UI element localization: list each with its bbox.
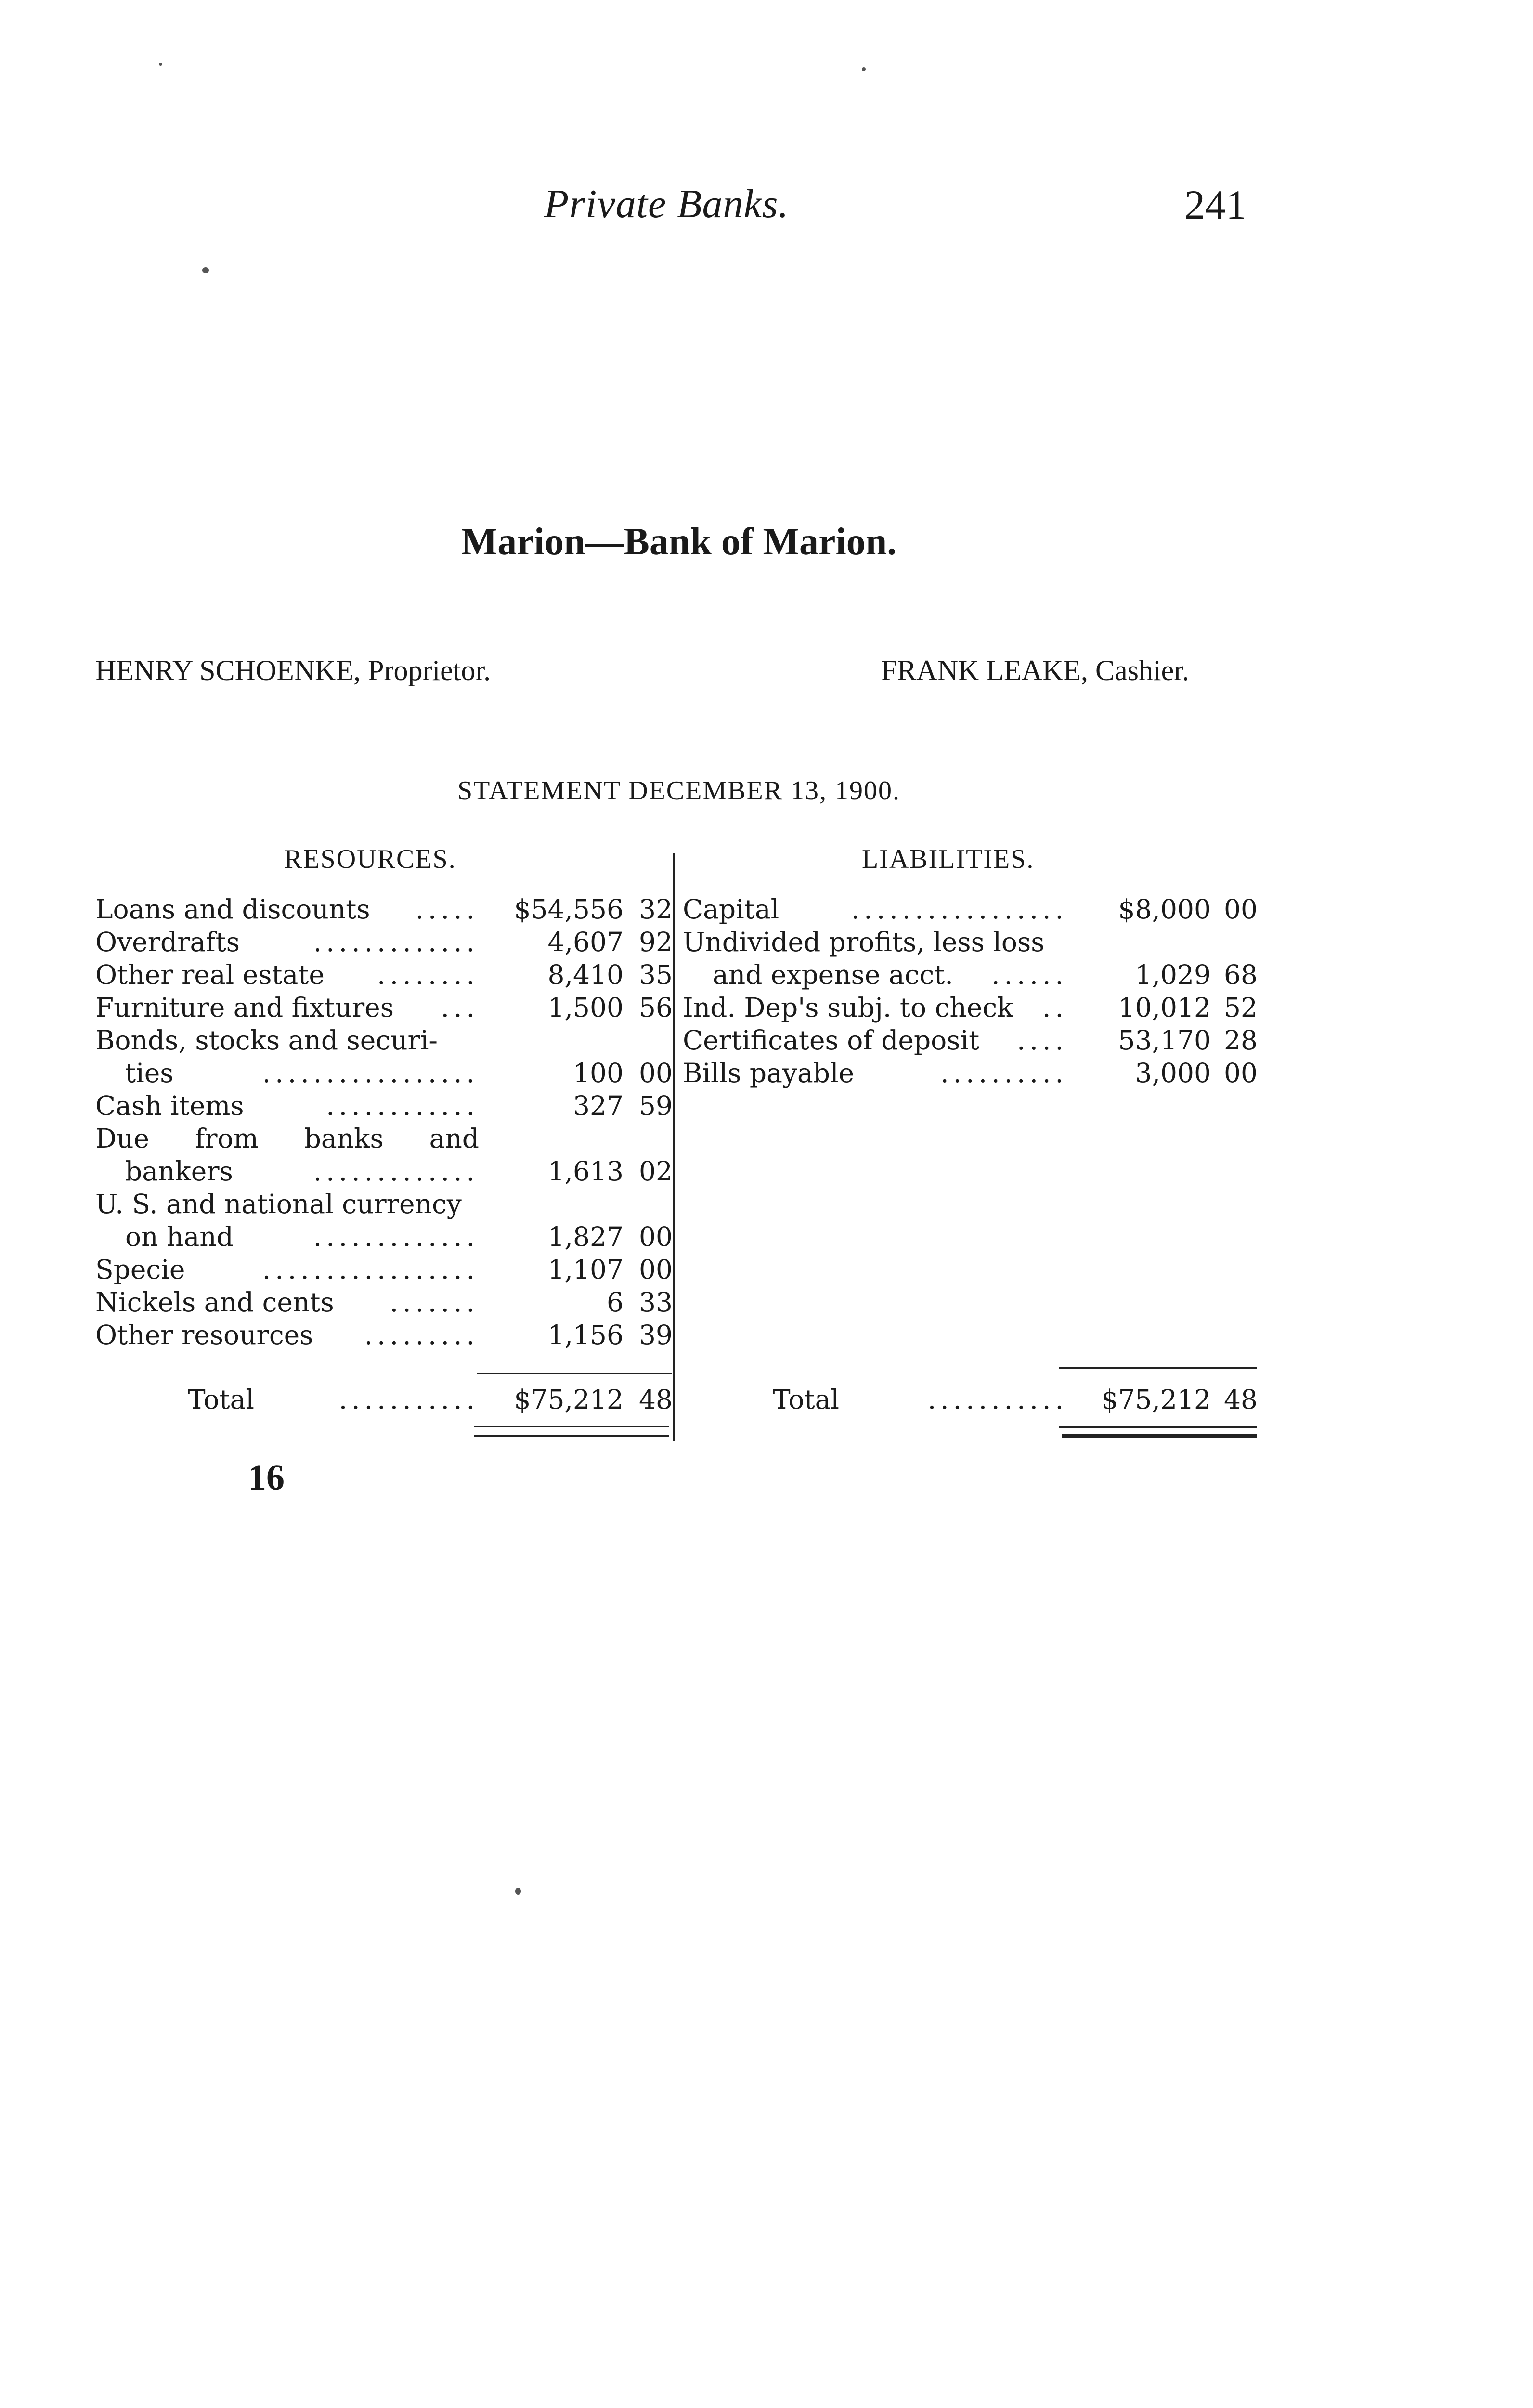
resource-leader-dots: .................	[262, 1254, 479, 1285]
cashier-name: FRANK LEAKE, Cashier.	[881, 654, 1189, 686]
page-number: 241	[1184, 182, 1247, 228]
resource-leader-dots: .............	[313, 1156, 479, 1187]
resource-dollars: 100	[573, 1058, 624, 1088]
liability-dollars: 1,029	[1135, 959, 1211, 990]
liability-cents: 00	[1224, 1058, 1258, 1088]
liability-cents: 00	[1224, 894, 1258, 925]
resources-heading: RESOURCES.	[284, 844, 456, 874]
liability-label: and expense acct.	[713, 959, 953, 990]
resources-total-label: Total	[188, 1384, 255, 1415]
resource-dollars: 1,500	[547, 992, 624, 1023]
liability-label: Bills payable	[683, 1058, 855, 1088]
resource-dollars: 1,827	[547, 1221, 624, 1252]
liabilities-total-cents: 48	[1224, 1384, 1258, 1415]
resource-label: Bonds, stocks and securi-	[95, 1025, 438, 1056]
resource-leader-dots: ........	[377, 959, 479, 990]
resource-leader-dots: ............	[326, 1090, 479, 1121]
liability-label: Capital	[683, 894, 779, 925]
resource-cents: 56	[639, 992, 673, 1023]
liability-cents: 68	[1224, 959, 1258, 990]
liability-leader-dots: ......	[991, 959, 1068, 990]
liability-label: Ind. Dep's subj. to check	[683, 992, 1013, 1023]
resource-dollars: 1,107	[547, 1254, 624, 1285]
liabilities-total-label: Total	[773, 1384, 840, 1415]
resource-leader-dots: ...	[441, 992, 479, 1023]
column-divider	[673, 853, 675, 1441]
resource-label: Specie	[95, 1254, 185, 1285]
liabilities-total-rule-top	[1059, 1367, 1257, 1369]
resources-total-cents: 48	[639, 1384, 673, 1415]
resources-total-dots: ...........	[338, 1384, 479, 1415]
liability-leader-dots: .................	[851, 894, 1068, 925]
liability-dollars: $8,000	[1118, 894, 1211, 925]
resources-total-rule-2	[474, 1435, 669, 1437]
liability-cents: 52	[1224, 992, 1258, 1023]
liabilities-heading: LIABILITIES.	[862, 844, 1035, 874]
liability-dollars: 53,170	[1118, 1025, 1211, 1056]
resources-total-rule-1	[474, 1426, 669, 1427]
resource-label: Overdrafts	[95, 927, 240, 957]
liability-leader-dots: ....	[1017, 1025, 1068, 1056]
resource-leader-dots: .............	[313, 927, 479, 957]
liability-label: Certificates of deposit	[683, 1025, 980, 1056]
resource-cents: 32	[639, 894, 673, 925]
resource-label: U. S. and national currency	[95, 1189, 462, 1219]
liability-label: Undivided profits, less loss	[683, 927, 1045, 957]
resource-leader-dots: .....	[415, 894, 479, 925]
resource-label: Cash items	[95, 1090, 244, 1121]
resource-leader-dots: .......	[390, 1287, 479, 1318]
scan-speck	[202, 267, 209, 273]
resource-cents: 35	[639, 959, 673, 990]
resource-label: Due from banks and	[95, 1123, 479, 1154]
scan-speck	[159, 63, 162, 66]
resource-cents: 02	[639, 1156, 673, 1187]
liabilities-total-dots: ...........	[927, 1384, 1068, 1415]
resource-cents: 92	[639, 927, 673, 957]
liabilities-total-rule-1	[1059, 1426, 1257, 1428]
liability-leader-dots: ..........	[940, 1058, 1068, 1088]
liability-dollars: 10,012	[1118, 992, 1211, 1023]
resource-label: Nickels and cents	[95, 1287, 334, 1318]
resource-dollars: 327	[573, 1090, 624, 1121]
resource-label: bankers	[125, 1156, 233, 1187]
resource-cents: 59	[639, 1090, 673, 1121]
resource-label: on hand	[125, 1221, 234, 1252]
liability-cents: 28	[1224, 1025, 1258, 1056]
liability-leader-dots: ..	[1042, 992, 1068, 1023]
resource-dollars: $54,556	[514, 894, 624, 925]
running-header-title: Private Banks.	[544, 182, 789, 226]
resource-cents: 00	[639, 1221, 673, 1252]
resource-label: Furniture and fixtures	[95, 992, 394, 1023]
resource-dollars: 6	[607, 1287, 624, 1318]
resources-total-dollars: $75,212	[514, 1384, 624, 1415]
resource-leader-dots: .................	[262, 1058, 479, 1088]
liabilities-total-rule-2	[1062, 1434, 1257, 1438]
liability-dollars: 3,000	[1135, 1058, 1211, 1088]
signature-number: 16	[248, 1457, 285, 1498]
resource-dollars: 8,410	[547, 959, 624, 990]
bank-title: Marion—Bank of Marion.	[461, 521, 897, 563]
resource-cents: 00	[639, 1058, 673, 1088]
resource-dollars: 1,156	[547, 1320, 624, 1350]
resources-total-rule-top	[477, 1373, 672, 1374]
resource-leader-dots: .............	[313, 1221, 479, 1252]
resource-cents: 00	[639, 1254, 673, 1285]
liabilities-total-dollars: $75,212	[1101, 1384, 1211, 1415]
statement-date: STATEMENT DECEMBER 13, 1900.	[457, 776, 901, 806]
resource-label: Other resources	[95, 1320, 313, 1350]
resource-dollars: 4,607	[547, 927, 624, 957]
resource-cents: 33	[639, 1287, 673, 1318]
resource-label: Other real estate	[95, 959, 325, 990]
resource-cents: 39	[639, 1320, 673, 1350]
resource-leader-dots: .........	[364, 1320, 479, 1350]
scan-speck	[862, 67, 866, 71]
resource-label: ties	[125, 1058, 174, 1088]
scan-speck	[515, 1888, 521, 1895]
proprietor-name: HENRY SCHOENKE, Proprietor.	[95, 654, 491, 686]
resource-dollars: 1,613	[547, 1156, 624, 1187]
resource-label: Loans and discounts	[95, 894, 370, 925]
